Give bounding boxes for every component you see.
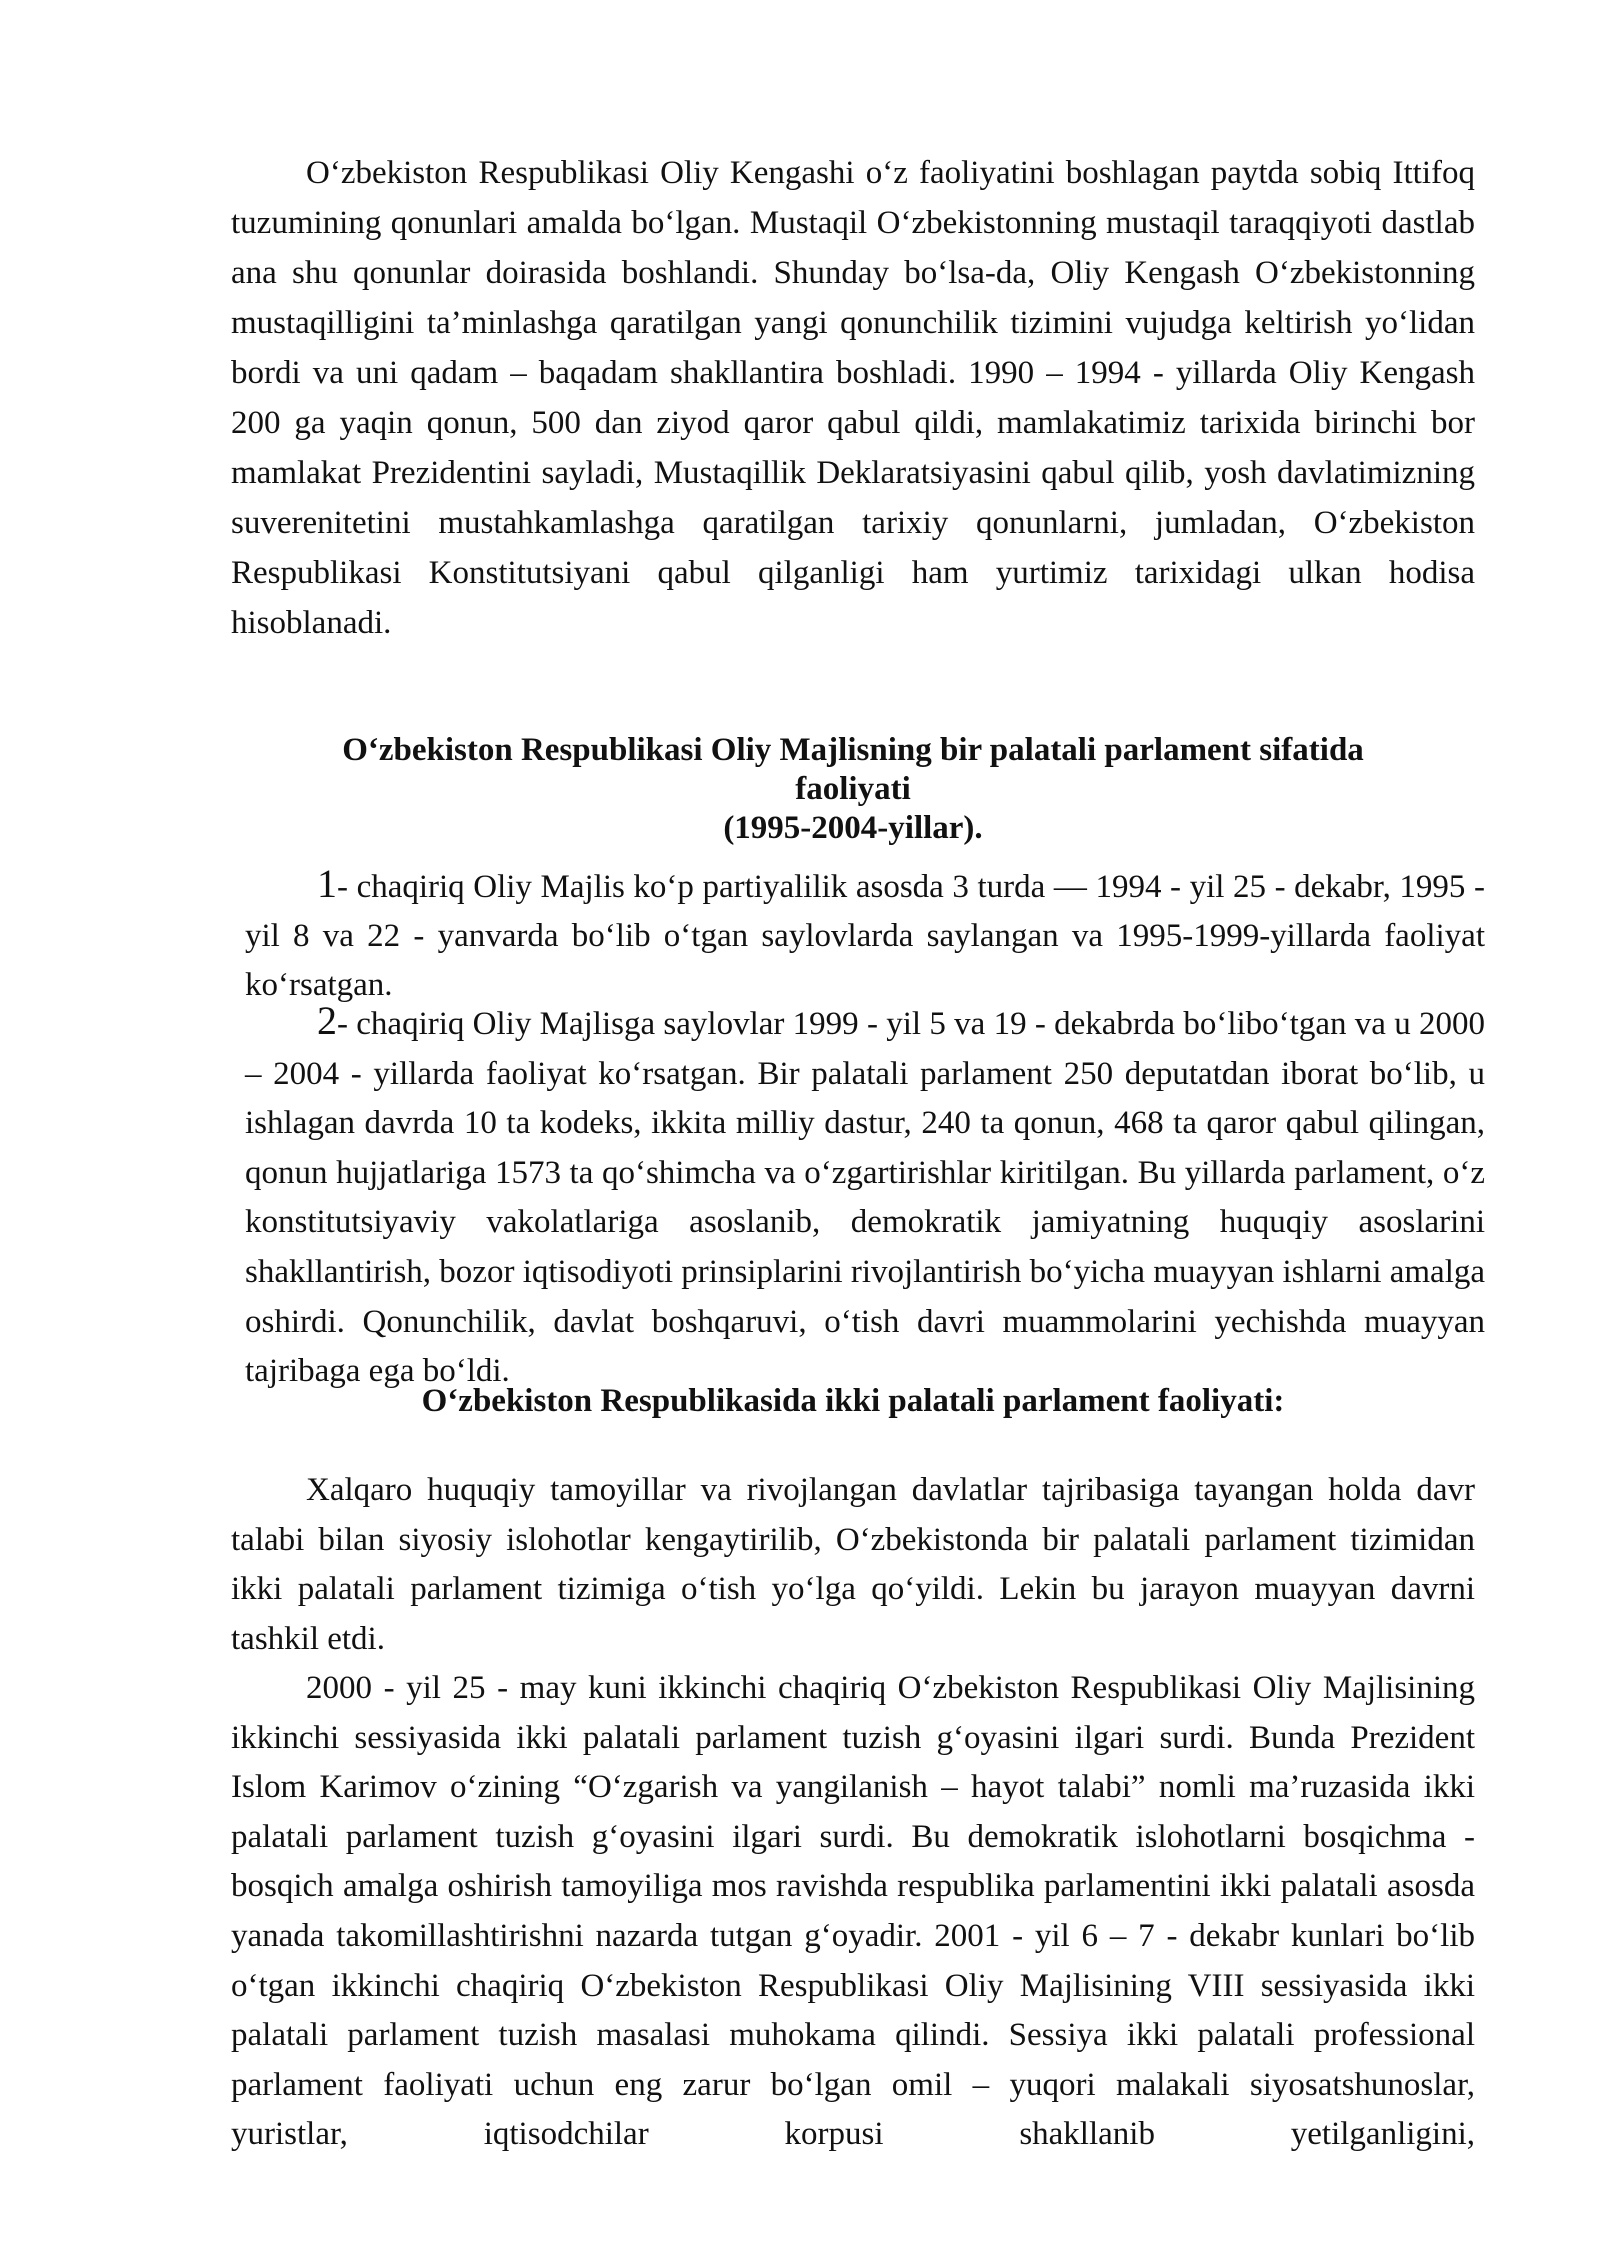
paragraph-international-principles: Xalqaro huquqiy tamoyillar va rivojlangan davlatlar tajribasiga tayangan holda davr talabi bilan siyosiy islohotlar kengaytirilib, O‘zbekistonda bir palatali parlament tizimidan ikki palatali parlament tizimiga o‘tish yo‘lga qo‘yildi. Lekin bu jarayon muayyan davrni tashkil etdi. [231,1472,1475,1657]
section-heading-unicameral [231,731,1475,848]
section-heading-unicameral-line-1: O‘zbekiston Respublikasi Oliy Majlisning bir palatali parlament sifatida [342,732,1364,768]
section-heading-unicameral-line-2: faoliyati [795,771,911,807]
paragraph-first-convocation [245,859,1485,1010]
paragraph-second-convocation [245,996,1485,1397]
paragraph-bicameral-proposal: 2000 - yil 25 - may kuni ikkinchi chaqiriq O‘zbekiston Respublikasi Oliy Majlisining ikkinchi sessiyasida ikki palatali parlament tuzish g‘oyasini ilgari surdi. Bunda Prezident Islom Karimov o‘zining “O‘zgarish va yangilanish – hayot talabi” nomli ma’ruzasida ikki palatali parlament tuzish g‘oyasini ilgari surdi. Bu demokratik islohotlarni bosqichma - bosqich amalga oshirish tamoyiliga mos ravishda respublika parlamentini ikki palatali asosda yanada takomillashtirishni nazarda tutgan g‘oyadir. 2001 - yil 6 – 7 - dekabr kunlari bo‘lib o‘tgan ikkinchi chaqiriq O‘zbekiston Respublikasi Oliy Majlisining VIII sessiyasida ikki palatali parlament tuzish masalasi muhokama qilindi. Sessiya ikki palatali professional parlament faoliyati uchun eng zarur bo‘lgan omil – yuqori malakali siyosatshunoslar, yuristlar, iqtisodchilar korpusi shakllanib yetilganligini, [231,1670,1475,2153]
section-heading-unicameral-years: (1995-2004-yillar). [723,810,983,846]
section-heading-bicameral: O‘zbekiston Respublikasida ikki palatali parlament faoliyati: [421,1383,1285,1419]
convocation-number-1: 1 [317,861,337,906]
paragraph-oliy-kengash: O‘zbekiston Respublikasi Oliy Kengashi o‘z faoliyatini boshlagan paytda sobiq Ittifoq tuzumining qonunlari amalda bo‘lgan. Mustaqil O‘zbekistonning mustaqil taraqqiyoti dastlab ana shu qonunlar doirasida boshlandi. Shunday bo‘lsa-da, Oliy Kengash O‘zbekistonning mustaqilligini ta’minlashga qaratilgan yangi qonunchilik tizimini vujudga keltirish yo‘lidan bordi va uni qadam – baqadam shakllantira boshladi. 1990 – 1994 - yillarda Oliy Kengash 200 ga yaqin qonun, 500 dan ziyod qaror qabul qildi, mamlakatimiz tarixida birinchi bor mamlakat Prezidentini sayladi, Mustaqillik Deklaratsiyasini qabul qilib, yosh davlatimizning suverenitetini mustahkamlashga qaratilgan tarixiy qonunlarni, jumladan, O‘zbekiston Respublikasi Konstitutsiyani qabul qilganligi ham yurtimiz tarixidagi ulkan hodisa hisoblanadi. [231,155,1475,641]
convocation-number-2: 2 [317,998,337,1043]
paragraph-second-convocation-text: - chaqiriq Oliy Majlisga saylovlar 1999 - yil 5 va 19 - dekabrda bo‘libo‘tgan va u 2000 – 2004 - yillarda faoliyat ko‘rsatgan. Bir palatali parlament 250 deputatdan iborat bo‘lib, u ishlagan davrda 10 ta kodeks, ikkita milliy dastur, 240 ta qonun, 468 ta qaror qabul qilingan, qonun hujjatlariga 1573 ta qo‘shimcha va o‘zgartirishlar kiritilgan. Bu yillarda parlament, o‘z konstitutsiyaviy vakolatlariga asoslanib, demokratik jamiyatning huquqiy asoslarini shakllantirish, bozor iqtisodiyoti prinsiplarini rivojlantirish bo‘yicha muayyan ishlarni amalga oshirdi. Qonunchilik, davlat boshqaruvi, o‘tish davri muammolarini yechishda muayyan tajribaga ega bo‘ldi. [245,1006,1486,1390]
paragraph-first-convocation-text: - chaqiriq Oliy Majlis ko‘p partiyalilik asosda 3 turda — 1994 - yil 25 - dekabr, 1995 - yil 8 va 22 - yanvarda bo‘lib o‘tgan saylovlarda saylangan va 1995-1999-yillarda faoliyat ko‘rsatgan. [245,869,1485,1003]
